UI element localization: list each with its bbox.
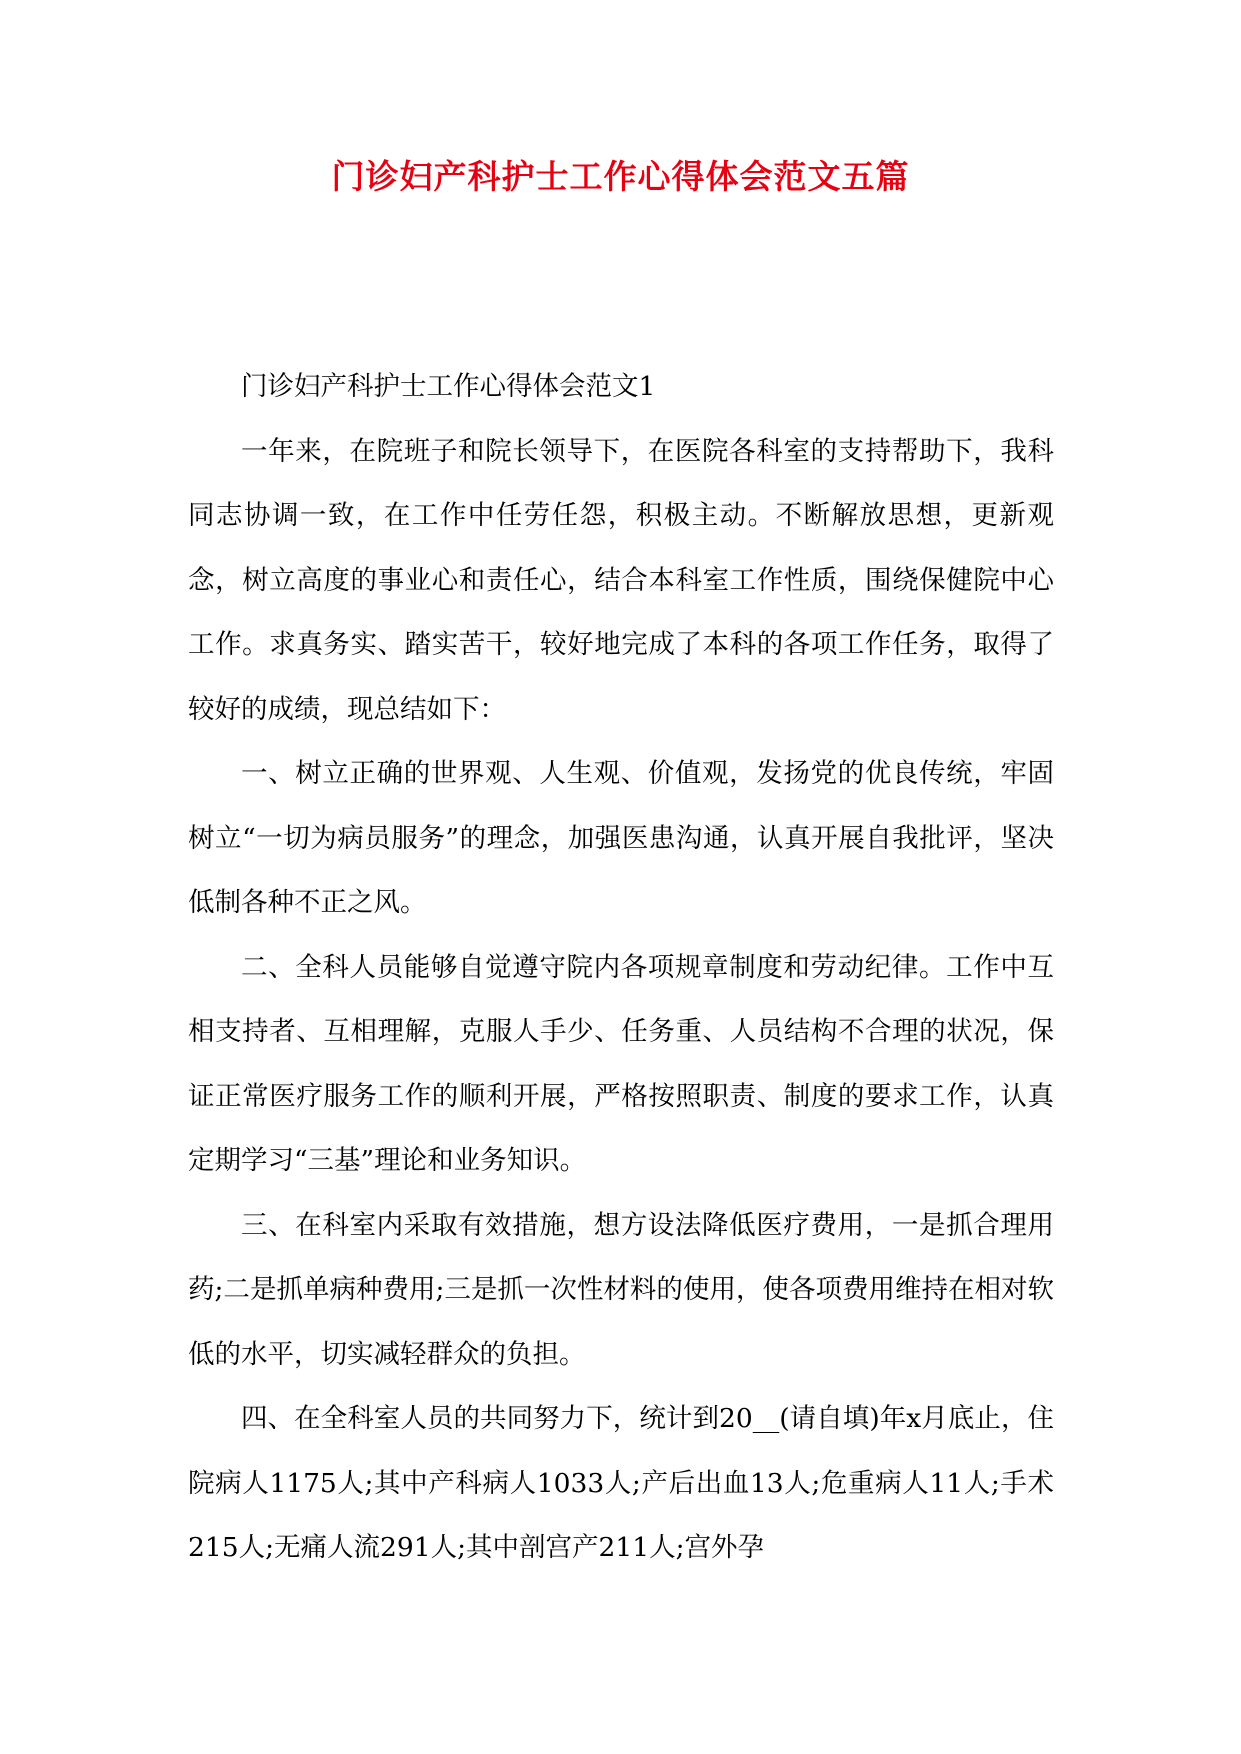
body-paragraph: 一、树立正确的世界观、人生观、价值观，发扬党的优良传统，牢固树立“一切为病员服务”的理念，加强医患沟通，认真开展自我批评，坚决低制各种不正之风。 <box>188 758 1054 918</box>
body-paragraph: 一年来，在院班子和院长领导下，在医院各科室的支持帮助下，我科同志协调一致，在工作中任劳任怨，积极主动。不断解放思想，更新观念，树立高度的事业心和责任心，结合本科室工作性质，围绕保健院中心工作。求真务实、踏实苦干，较好地完成了本科的各项工作任务，取得了较好的成绩，现总结如下： <box>188 435 1054 725</box>
body-paragraph: 二、全科人员能够自觉遵守院内各项规章制度和劳动纪律。工作中互相支持者、互相理解，克服人手少、任务重、人员结构不合理的状况，保证正常医疗服务工作的顺利开展，严格按照职责、制度的要求工作，认真定期学习“三基”理论和业务知识。 <box>188 951 1054 1176</box>
body-paragraph: 三、在科室内采取有效措施，想方设法降低医疗费用，一是抓合理用药;二是抓单病种费用;三是抓一次性材料的使用，使各项费用维持在相对软低的水平，切实减轻群众的负担。 <box>188 1209 1054 1370</box>
document-title: 门诊妇产科护士工作心得体会范文五篇 <box>331 157 910 196</box>
section-heading: 门诊妇产科护士工作心得体会范文1 <box>241 371 656 402</box>
document-body <box>188 355 1054 1581</box>
body-paragraph: 四、在全科室人员的共同努力下，统计到20__(请自填)年x月底止，住院病人1175人;其中产科病人1033人;产后出血13人;危重病人11人;手术215人;无痛人流291人;其中剖宫产211人;宫外孕 <box>188 1403 1054 1563</box>
